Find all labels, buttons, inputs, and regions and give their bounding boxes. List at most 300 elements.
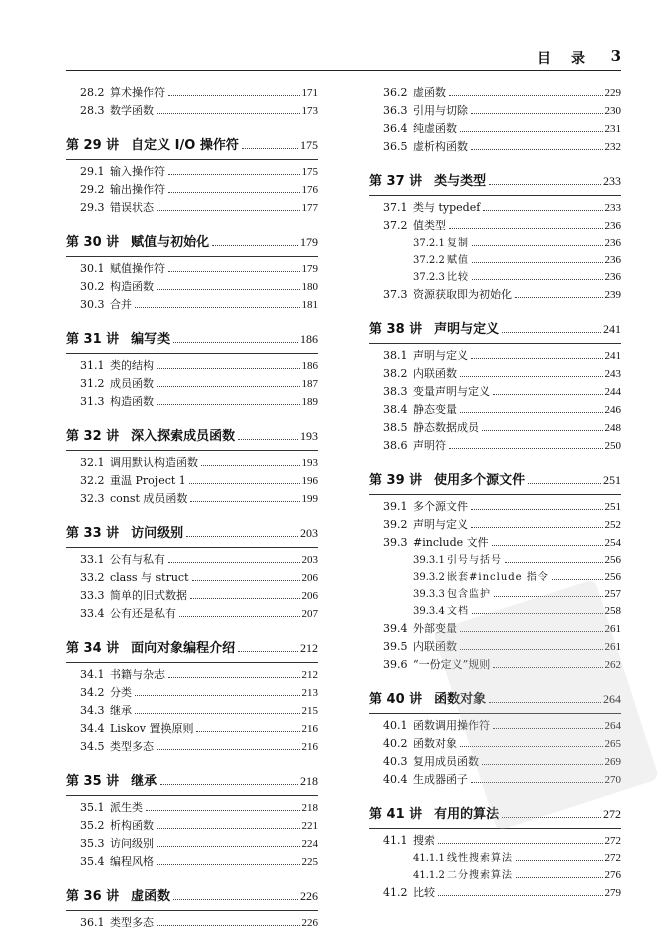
section-title: 声明符	[413, 439, 446, 452]
section-title: 嵌套#include 指令	[447, 572, 549, 583]
chapter-number: 第 34 讲	[66, 641, 120, 656]
section-number: 39.3.3	[413, 589, 445, 600]
toc-section-entry[interactable]	[66, 666, 318, 684]
chapter-number: 第 32 讲	[66, 429, 120, 444]
dot-leader	[157, 386, 300, 387]
dot-leader	[168, 677, 300, 678]
section-title: 内联函数	[413, 640, 457, 653]
toc-section-entry[interactable]	[369, 286, 621, 304]
section-title: 析构函数	[110, 819, 154, 832]
section-number: 38.4	[383, 403, 408, 416]
section-title: 类与 typedef	[413, 201, 481, 214]
dot-leader	[157, 846, 300, 847]
chapter-page-number: 212	[300, 641, 318, 655]
chapter-page-number: 233	[603, 174, 621, 188]
section-number: 39.3.4	[413, 606, 445, 617]
chapter-page-number: 218	[300, 774, 318, 788]
dot-leader	[472, 279, 603, 280]
dot-leader	[168, 271, 300, 272]
section-title: 派生类	[110, 801, 143, 814]
toc-section-entry[interactable]	[66, 720, 318, 738]
section-number: 38.2	[383, 367, 408, 380]
section-number: 38.5	[383, 421, 408, 434]
chapter-number: 第 41 讲	[369, 807, 423, 822]
section-number: 34.4	[80, 722, 105, 735]
chapter-title: 函数对象	[434, 692, 487, 707]
toc-section-entry[interactable]	[369, 832, 621, 850]
chapter-number: 第 39 讲	[369, 473, 423, 488]
section-page-number: 226	[301, 917, 318, 929]
toc-section-entry[interactable]	[66, 375, 318, 393]
section-page-number: 251	[604, 501, 621, 513]
section-number: 39.4	[383, 622, 408, 635]
section-number: 32.1	[80, 456, 105, 469]
section-title: 线性搜索算法	[447, 853, 513, 864]
section-title: 访问级别	[110, 837, 154, 850]
section-title: 公有还是私有	[110, 607, 176, 620]
chapter-heading[interactable]	[66, 522, 318, 541]
section-title: #include 文件	[413, 536, 489, 549]
section-page-number: 244	[604, 386, 621, 398]
section-number: 35.3	[80, 837, 105, 850]
dot-leader	[160, 784, 298, 785]
section-number: 41.2	[383, 886, 408, 899]
toc-section-entry[interactable]	[369, 365, 621, 383]
chapter-divider	[369, 828, 621, 829]
toc-section-entry[interactable]	[369, 884, 621, 902]
chapter-divider	[369, 494, 621, 495]
dot-leader	[157, 864, 300, 865]
toc-section-entry[interactable]	[66, 835, 318, 853]
dot-leader	[146, 810, 300, 811]
section-page-number: 216	[301, 741, 318, 753]
section-title: 函数调用操作符	[413, 719, 490, 732]
section-title: 赋值操作符	[110, 262, 165, 275]
section-number: 34.3	[80, 704, 105, 717]
section-number: 39.3.2	[413, 572, 445, 583]
dot-leader	[471, 527, 603, 528]
chapter-title: 继承	[131, 774, 158, 789]
chapter-heading[interactable]	[66, 134, 318, 153]
dot-leader	[516, 877, 603, 878]
section-number: 37.2.1	[413, 238, 445, 249]
section-number: 38.3	[383, 385, 408, 398]
toc-subsection-entry[interactable]	[369, 269, 621, 286]
chapter-number: 第 40 讲	[369, 692, 423, 707]
section-page-number: 269	[604, 756, 621, 768]
dot-leader	[135, 713, 300, 714]
dot-leader	[528, 483, 601, 484]
chapter-page-number: 251	[603, 473, 621, 487]
dot-leader	[460, 131, 603, 132]
section-page-number: 199	[301, 493, 318, 505]
dot-leader	[516, 860, 603, 861]
toc-section-entry[interactable]	[369, 437, 621, 455]
section-page-number: 254	[604, 537, 621, 549]
section-title: 合并	[110, 298, 132, 311]
section-number: 41.1.2	[413, 870, 445, 881]
section-page-number: 218	[301, 802, 318, 814]
section-number: 30.3	[80, 298, 105, 311]
chapter-heading[interactable]	[66, 231, 318, 250]
chapter-title: 自定义 I/O 操作符	[131, 138, 239, 153]
section-title: 公有与私有	[110, 553, 165, 566]
section-title: 错误状态	[110, 201, 154, 214]
section-number: 37.2.3	[413, 272, 445, 283]
section-number: 34.1	[80, 668, 105, 681]
section-page-number: 176	[301, 184, 318, 196]
section-title: 声明与定义	[413, 349, 468, 362]
chapter-number: 第 31 讲	[66, 332, 120, 347]
chapter-page-number: 241	[603, 322, 621, 336]
section-title: 书籍与杂志	[110, 668, 165, 681]
chapter-title: 赋值与初始化	[131, 235, 210, 250]
section-page-number: 279	[604, 887, 621, 899]
toc-section-entry[interactable]	[369, 199, 621, 217]
dot-leader	[552, 579, 603, 580]
section-page-number: 179	[301, 263, 318, 275]
toc-section-entry[interactable]	[369, 534, 621, 552]
section-page-number: 270	[604, 774, 621, 786]
toc-section-entry[interactable]	[369, 120, 621, 138]
dot-leader	[135, 695, 300, 696]
toc-section-entry[interactable]	[66, 587, 318, 605]
toc-section-entry[interactable]	[66, 472, 318, 490]
toc-subsection-entry[interactable]	[369, 850, 621, 867]
toc-section-entry[interactable]	[66, 454, 318, 472]
page-header	[66, 48, 621, 71]
dot-leader	[168, 192, 300, 193]
section-number: 29.3	[80, 201, 105, 214]
section-page-number: 276	[604, 869, 621, 881]
section-number: 30.1	[80, 262, 105, 275]
section-page-number: 189	[301, 396, 318, 408]
chapter-title: 深入探索成员函数	[131, 429, 236, 444]
section-number: 38.1	[383, 349, 408, 362]
dot-leader	[190, 501, 299, 502]
section-number: 35.1	[80, 801, 105, 814]
section-page-number: 233	[604, 202, 621, 214]
section-title: 声明与定义	[413, 518, 468, 531]
section-title: 继承	[110, 704, 132, 717]
section-page-number: 215	[301, 705, 318, 717]
toc-section-entry[interactable]	[369, 84, 621, 102]
section-page-number: 261	[604, 623, 621, 635]
toc-section-entry[interactable]	[66, 278, 318, 296]
chapter-heading[interactable]	[369, 318, 621, 337]
chapter-number: 第 30 讲	[66, 235, 120, 250]
dot-leader	[471, 509, 603, 510]
section-number: 36.2	[383, 86, 408, 99]
section-title: 简单的旧式数据	[110, 589, 187, 602]
section-page-number: 265	[604, 738, 621, 750]
toc-section-entry[interactable]	[66, 738, 318, 756]
section-number: 39.3.1	[413, 555, 445, 566]
toc-section-entry[interactable]	[66, 490, 318, 508]
toc-subsection-entry[interactable]	[369, 252, 621, 269]
dot-leader	[179, 616, 300, 617]
toc-section-entry[interactable]	[369, 102, 621, 120]
section-page-number: 229	[604, 87, 621, 99]
section-number: 40.4	[383, 773, 408, 786]
section-number: 40.3	[383, 755, 408, 768]
chapter-number: 第 36 讲	[66, 889, 120, 904]
section-page-number: 272	[604, 835, 621, 847]
section-title: 复用成员函数	[413, 755, 479, 768]
dot-leader	[472, 262, 603, 263]
section-page-number: 177	[301, 202, 318, 214]
section-title: 二分搜索算法	[447, 870, 513, 881]
dot-leader	[190, 598, 300, 599]
chapter-title: 类与类型	[434, 174, 487, 189]
section-title: 重温 Project 1	[110, 474, 186, 487]
chapter-page-number: 193	[300, 429, 318, 443]
toc-section-entry[interactable]	[369, 138, 621, 156]
header-page-number: 3	[610, 47, 621, 65]
toc-section-entry[interactable]	[66, 702, 318, 720]
chapter-divider	[369, 195, 621, 196]
section-number: 29.2	[80, 183, 105, 196]
chapter-title: 有用的算法	[434, 807, 500, 822]
toc-section-entry[interactable]	[66, 357, 318, 375]
toc-section-entry[interactable]	[66, 817, 318, 835]
section-title: 输出操作符	[110, 183, 165, 196]
toc-section-entry[interactable]	[66, 551, 318, 569]
dot-leader	[472, 245, 603, 246]
section-title: 外部变量	[413, 622, 457, 635]
section-number: 32.3	[80, 492, 105, 505]
dot-leader	[186, 536, 298, 537]
section-number: 31.2	[80, 377, 105, 390]
dot-leader	[135, 307, 300, 308]
section-number: 41.1	[383, 834, 408, 847]
section-page-number: 257	[604, 588, 621, 600]
section-number: 33.2	[80, 571, 105, 584]
section-title: 构造函数	[110, 280, 154, 293]
toc-section-entry[interactable]	[369, 217, 621, 235]
chapter-divider	[66, 450, 318, 451]
section-title: 比较	[447, 272, 469, 283]
toc-section-entry[interactable]	[66, 393, 318, 411]
dot-leader	[157, 828, 300, 829]
dot-leader	[157, 925, 300, 926]
section-number: 40.2	[383, 737, 408, 750]
header-title: 目录	[537, 51, 605, 67]
section-page-number: 272	[604, 852, 621, 864]
section-page-number: 230	[604, 105, 621, 117]
section-title: 静态数据成员	[413, 421, 479, 434]
section-title: 成员函数	[110, 377, 154, 390]
section-title: class 与 struct	[110, 571, 189, 584]
dot-leader	[502, 332, 601, 333]
section-number: 31.1	[80, 359, 105, 372]
section-page-number: 256	[604, 554, 621, 566]
section-number: 33.1	[80, 553, 105, 566]
dot-leader	[492, 545, 603, 546]
section-number: 41.1.1	[413, 853, 445, 864]
section-number: 40.1	[383, 719, 408, 732]
chapter-page-number: 186	[300, 332, 318, 346]
chapter-divider	[66, 547, 318, 548]
section-number: 37.3	[383, 288, 408, 301]
dot-leader	[212, 245, 298, 246]
chapter-heading[interactable]	[369, 170, 621, 189]
section-number: 36.4	[383, 122, 408, 135]
section-title: 虚析构函数	[413, 140, 468, 153]
section-page-number: 241	[604, 350, 621, 362]
chapter-heading[interactable]	[369, 469, 621, 488]
section-title: const 成员函数	[110, 492, 188, 505]
toc-section-entry[interactable]	[369, 347, 621, 365]
toc-section-entry[interactable]	[66, 853, 318, 871]
section-number: 39.5	[383, 640, 408, 653]
section-page-number: 248	[604, 422, 621, 434]
section-title: 构造函数	[110, 395, 154, 408]
dot-leader	[238, 439, 298, 440]
dot-leader	[157, 210, 300, 211]
chapter-title: 访问级别	[131, 526, 184, 541]
chapter-heading[interactable]	[66, 770, 318, 789]
section-title: 生成器函子	[413, 773, 468, 786]
section-title: “一份定义”规则	[413, 658, 491, 671]
section-title: 分类	[110, 686, 132, 699]
toc-section-entry[interactable]	[66, 84, 318, 102]
section-number: 34.2	[80, 686, 105, 699]
section-number: 29.1	[80, 165, 105, 178]
dot-leader	[157, 113, 300, 114]
toc-subsection-entry[interactable]	[369, 552, 621, 569]
dot-leader	[238, 651, 298, 652]
chapter-divider	[66, 910, 318, 911]
chapter-number: 第 29 讲	[66, 138, 120, 153]
section-page-number: 236	[604, 220, 621, 232]
section-title: 变量声明与定义	[413, 385, 490, 398]
chapter-title: 虚函数	[131, 889, 171, 904]
section-page-number: 187	[301, 378, 318, 390]
section-title: 文档	[447, 606, 469, 617]
toc-section-entry[interactable]	[66, 799, 318, 817]
section-page-number: 262	[604, 659, 621, 671]
section-number: 39.2	[383, 518, 408, 531]
section-page-number: 175	[301, 166, 318, 178]
section-page-number: 206	[301, 572, 318, 584]
section-number: 38.6	[383, 439, 408, 452]
chapter-number: 第 38 讲	[369, 322, 423, 337]
section-title: 复制	[447, 238, 469, 249]
section-title: 多个源文件	[413, 500, 468, 513]
section-number: 32.2	[80, 474, 105, 487]
section-page-number: 224	[301, 838, 318, 850]
chapter-title: 编写类	[131, 332, 171, 347]
chapter-number: 第 33 讲	[66, 526, 120, 541]
toc-section-entry[interactable]	[66, 296, 318, 314]
section-page-number: 206	[301, 590, 318, 602]
dot-leader	[438, 843, 603, 844]
toc-section-entry[interactable]	[66, 163, 318, 181]
toc-section-entry[interactable]	[369, 383, 621, 401]
section-title: 函数对象	[413, 737, 457, 750]
toc-section-entry[interactable]	[66, 569, 318, 587]
section-page-number: 236	[604, 254, 621, 266]
chapter-page-number: 264	[603, 692, 621, 706]
section-page-number: 236	[604, 271, 621, 283]
chapter-divider	[66, 159, 318, 160]
toc-section-entry[interactable]	[66, 260, 318, 278]
dot-leader	[460, 412, 603, 413]
chapter-divider	[66, 662, 318, 663]
chapter-title: 面向对象编程介绍	[131, 641, 236, 656]
section-number: 37.2	[383, 219, 408, 232]
dot-leader	[242, 148, 298, 149]
toc-section-entry[interactable]	[369, 419, 621, 437]
dot-leader	[173, 899, 298, 900]
toc-subsection-entry[interactable]	[369, 867, 621, 884]
toc-section-entry[interactable]	[66, 605, 318, 623]
dot-leader	[449, 448, 603, 449]
section-page-number: 221	[301, 820, 318, 832]
toc-section-entry[interactable]	[369, 498, 621, 516]
dot-leader	[168, 562, 300, 563]
toc-subsection-entry[interactable]	[369, 235, 621, 252]
toc-section-entry[interactable]	[66, 181, 318, 199]
section-page-number: 264	[604, 720, 621, 732]
toc-section-entry[interactable]	[369, 401, 621, 419]
section-title: 调用默认构造函数	[110, 456, 198, 469]
chapter-title: 使用多个源文件	[434, 473, 526, 488]
chapter-heading[interactable]	[66, 425, 318, 444]
section-title: 赋值	[447, 255, 469, 266]
section-title: Liskov 置换原则	[110, 722, 194, 735]
section-page-number: 181	[301, 299, 318, 311]
section-number: 28.2	[80, 86, 105, 99]
section-page-number: 186	[301, 360, 318, 372]
section-title: 编程风格	[110, 855, 154, 868]
section-page-number: 243	[604, 368, 621, 380]
section-number: 36.5	[383, 140, 408, 153]
dot-leader	[157, 368, 300, 369]
section-number: 39.6	[383, 658, 408, 671]
section-number: 31.3	[80, 395, 105, 408]
toc-section-entry[interactable]	[66, 914, 318, 932]
section-title: 类的结构	[110, 359, 154, 372]
chapter-heading[interactable]	[66, 328, 318, 347]
dot-leader	[157, 749, 300, 750]
section-page-number: 252	[604, 519, 621, 531]
chapter-divider	[66, 795, 318, 796]
section-title: 引号与括号	[447, 555, 502, 566]
section-number: 33.4	[80, 607, 105, 620]
toc-section-entry[interactable]	[66, 199, 318, 217]
section-number: 34.5	[80, 740, 105, 753]
toc-section-entry[interactable]	[369, 516, 621, 534]
dot-leader	[460, 376, 603, 377]
section-page-number: 258	[604, 605, 621, 617]
chapter-title: 声明与定义	[434, 322, 500, 337]
section-title: 类型多态	[110, 916, 154, 929]
dot-leader	[471, 358, 603, 359]
section-title: 静态变量	[413, 403, 457, 416]
toc-section-entry[interactable]	[66, 102, 318, 120]
dot-leader	[515, 297, 603, 298]
section-title: 搜索	[413, 834, 435, 847]
chapter-page-number: 175	[300, 138, 318, 152]
toc-section-entry[interactable]	[66, 684, 318, 702]
dot-leader	[493, 394, 603, 395]
dot-leader	[471, 149, 603, 150]
chapter-heading[interactable]	[66, 885, 318, 904]
chapter-heading[interactable]	[66, 637, 318, 656]
section-number: 30.2	[80, 280, 105, 293]
